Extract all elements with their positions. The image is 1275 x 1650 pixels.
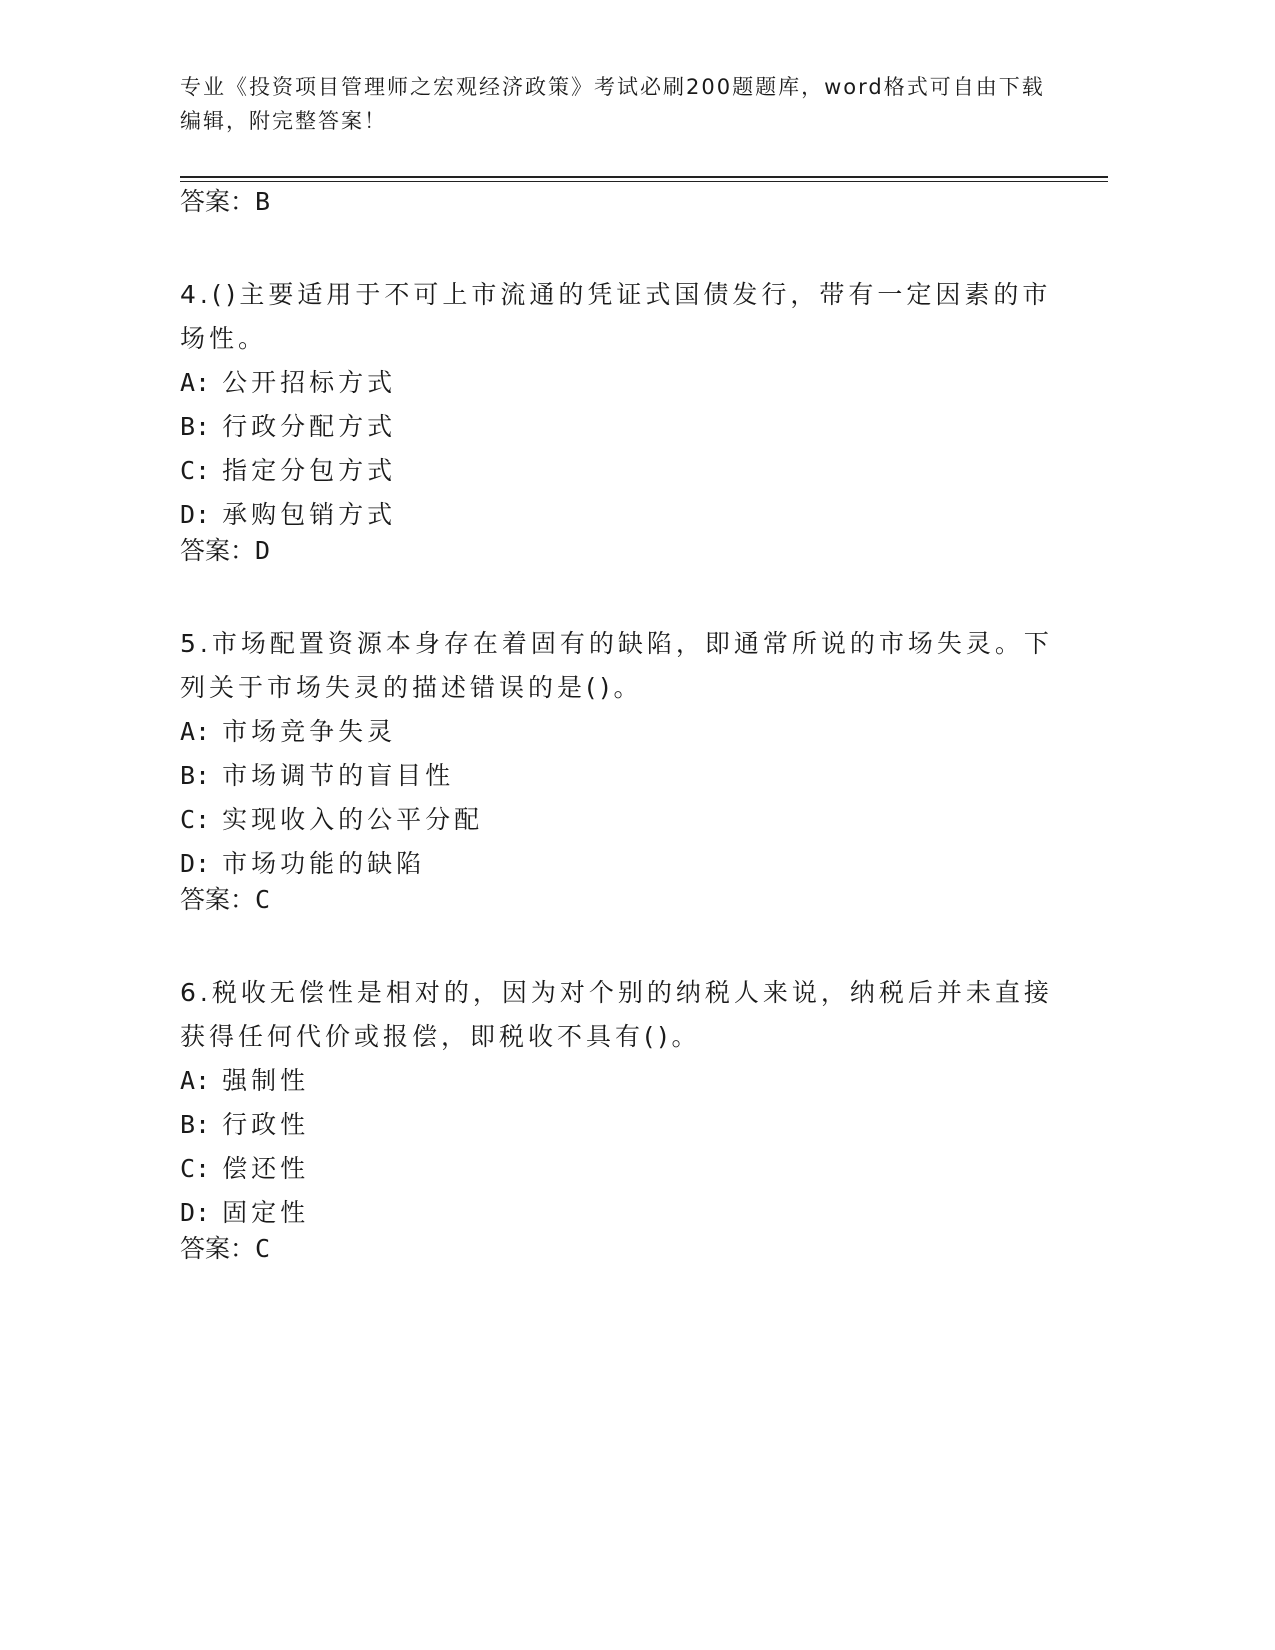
answer-line — [180, 188, 1060, 216]
option-text: 市场竞争失灵 — [222, 717, 397, 746]
option-text: 行政分配方式 — [222, 412, 397, 441]
option-text: 市场功能的缺陷 — [222, 849, 426, 878]
option-letter: C: — [180, 805, 211, 834]
option-letter: A: — [180, 1066, 211, 1095]
option-text: 行政性 — [222, 1110, 310, 1139]
answer-line — [180, 1235, 1060, 1263]
option-d — [180, 1191, 1060, 1235]
document-header: 专业《投资项目管理师之宏观经济政策》考试必刷200题题库，word格式可自由下载编辑，附完整答案！ — [180, 75, 1045, 133]
option-d — [180, 493, 1060, 537]
option-a — [180, 361, 1060, 405]
question-stem: 4.()主要适用于不可上市流通的凭证式国债发行，带有一定因素的市场性。 — [180, 280, 1052, 353]
option-letter: C: — [180, 1154, 211, 1183]
answer-value: C — [255, 1234, 271, 1263]
answer-label: 答案： — [180, 885, 256, 914]
option-text: 固定性 — [222, 1198, 310, 1227]
option-text: 实现收入的公平分配 — [222, 805, 484, 834]
option-letter: C: — [180, 456, 211, 485]
option-letter: D: — [180, 1198, 211, 1227]
option-letter: B: — [180, 412, 211, 441]
answer-label: 答案： — [180, 536, 256, 565]
option-c — [180, 449, 1060, 493]
option-a — [180, 1059, 1060, 1103]
answer-value: C — [255, 885, 271, 914]
question-item — [180, 971, 1060, 1263]
question-item — [180, 622, 1060, 914]
option-letter: D: — [180, 500, 211, 529]
option-a — [180, 710, 1060, 754]
option-b — [180, 754, 1060, 798]
option-letter: D: — [180, 849, 211, 878]
option-b — [180, 405, 1060, 449]
option-text: 公开招标方式 — [222, 368, 397, 397]
option-c — [180, 798, 1060, 842]
option-d — [180, 842, 1060, 886]
answer-label: 答案： — [180, 1234, 256, 1263]
answer-line — [180, 537, 1060, 565]
option-c — [180, 1147, 1060, 1191]
question-stem: 6.税收无偿性是相对的，因为对个别的纳税人来说，纳税后并未直接获得任何代价或报偿，即税收不具有()。 — [180, 978, 1053, 1051]
answer-value: D — [255, 536, 271, 565]
option-text: 偿还性 — [222, 1154, 310, 1183]
answer-label: 答案： — [180, 187, 256, 216]
option-text: 承购包销方式 — [222, 500, 397, 529]
option-b — [180, 1103, 1060, 1147]
header-divider-thin — [180, 181, 1108, 182]
question-stem: 5.市场配置资源本身存在着固有的缺陷，即通常所说的市场失灵。下列关于市场失灵的描述错误的是()。 — [180, 629, 1053, 702]
option-text: 市场调节的盲目性 — [222, 761, 455, 790]
option-text: 强制性 — [222, 1066, 310, 1095]
option-text: 指定分包方式 — [222, 456, 397, 485]
question-item — [180, 273, 1060, 565]
option-letter: B: — [180, 761, 211, 790]
document-body — [180, 188, 1060, 1263]
option-letter: B: — [180, 1110, 211, 1139]
answer-value: B — [255, 187, 271, 216]
option-letter: A: — [180, 717, 211, 746]
answer-line — [180, 886, 1060, 914]
header-divider-thick — [180, 176, 1108, 178]
option-letter: A: — [180, 368, 211, 397]
